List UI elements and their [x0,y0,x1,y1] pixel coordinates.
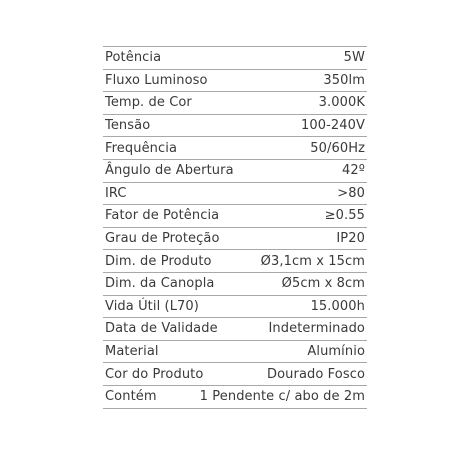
spec-value: Alumínio [307,344,365,360]
spec-label: Contém [105,389,157,405]
spec-row-irc [103,183,367,206]
spec-label: Dim. de Produto [105,253,212,269]
spec-row-material [103,341,367,364]
spec-row-fluxo-luminoso [103,70,367,93]
spec-row-frequencia [103,137,367,160]
spec-value: 15.000h [310,298,365,314]
spec-label: Tensão [105,118,151,134]
spec-label: Material [105,344,159,360]
spec-value: 50/60Hz [310,140,365,156]
spec-label: Cor do Produto [105,366,204,382]
spec-table [103,46,367,409]
spec-label: Dim. da Canopla [105,276,215,292]
spec-value: Ø3,1cm x 15cm [260,253,365,269]
spec-label: Fator de Potência [105,208,220,224]
spec-row-fator-de-potencia [103,205,367,228]
spec-row-dim-de-produto [103,250,367,273]
spec-row-vida-util [103,296,367,319]
spec-row-tensao [103,115,367,138]
spec-row-grau-de-protecao [103,228,367,251]
spec-value: 3.000K [318,95,365,111]
spec-row-dim-da-canopla [103,273,367,296]
spec-row-data-de-validade [103,318,367,341]
spec-label: IRC [105,185,127,201]
spec-value: 1 Pendente c/ abo de 2m [199,389,365,405]
spec-value: 5W [343,50,365,66]
spec-row-potencia [103,47,367,70]
spec-row-contem [103,386,367,409]
spec-row-cor-do-produto [103,363,367,386]
spec-row-angulo-de-abertura [103,160,367,183]
spec-label: Potência [105,50,162,66]
spec-value: Dourado Fosco [267,366,365,382]
spec-label: Vida Útil (L70) [105,298,199,314]
spec-value: ≥0.55 [324,208,365,224]
spec-value: Indeterminado [268,321,365,337]
spec-value: 42º [342,163,365,179]
spec-label: Grau de Proteção [105,231,220,247]
spec-label: Ângulo de Abertura [105,163,234,179]
spec-value: Ø5cm x 8cm [281,276,365,292]
spec-label: Fluxo Luminoso [105,72,208,88]
spec-label: Frequência [105,140,178,156]
spec-label: Data de Validade [105,321,218,337]
spec-value: IP20 [336,231,365,247]
spec-row-temp-de-cor [103,92,367,115]
spec-value: 100-240V [300,118,365,134]
spec-label: Temp. de Cor [105,95,192,111]
spec-value: >80 [337,185,365,201]
spec-value: 350lm [323,72,365,88]
